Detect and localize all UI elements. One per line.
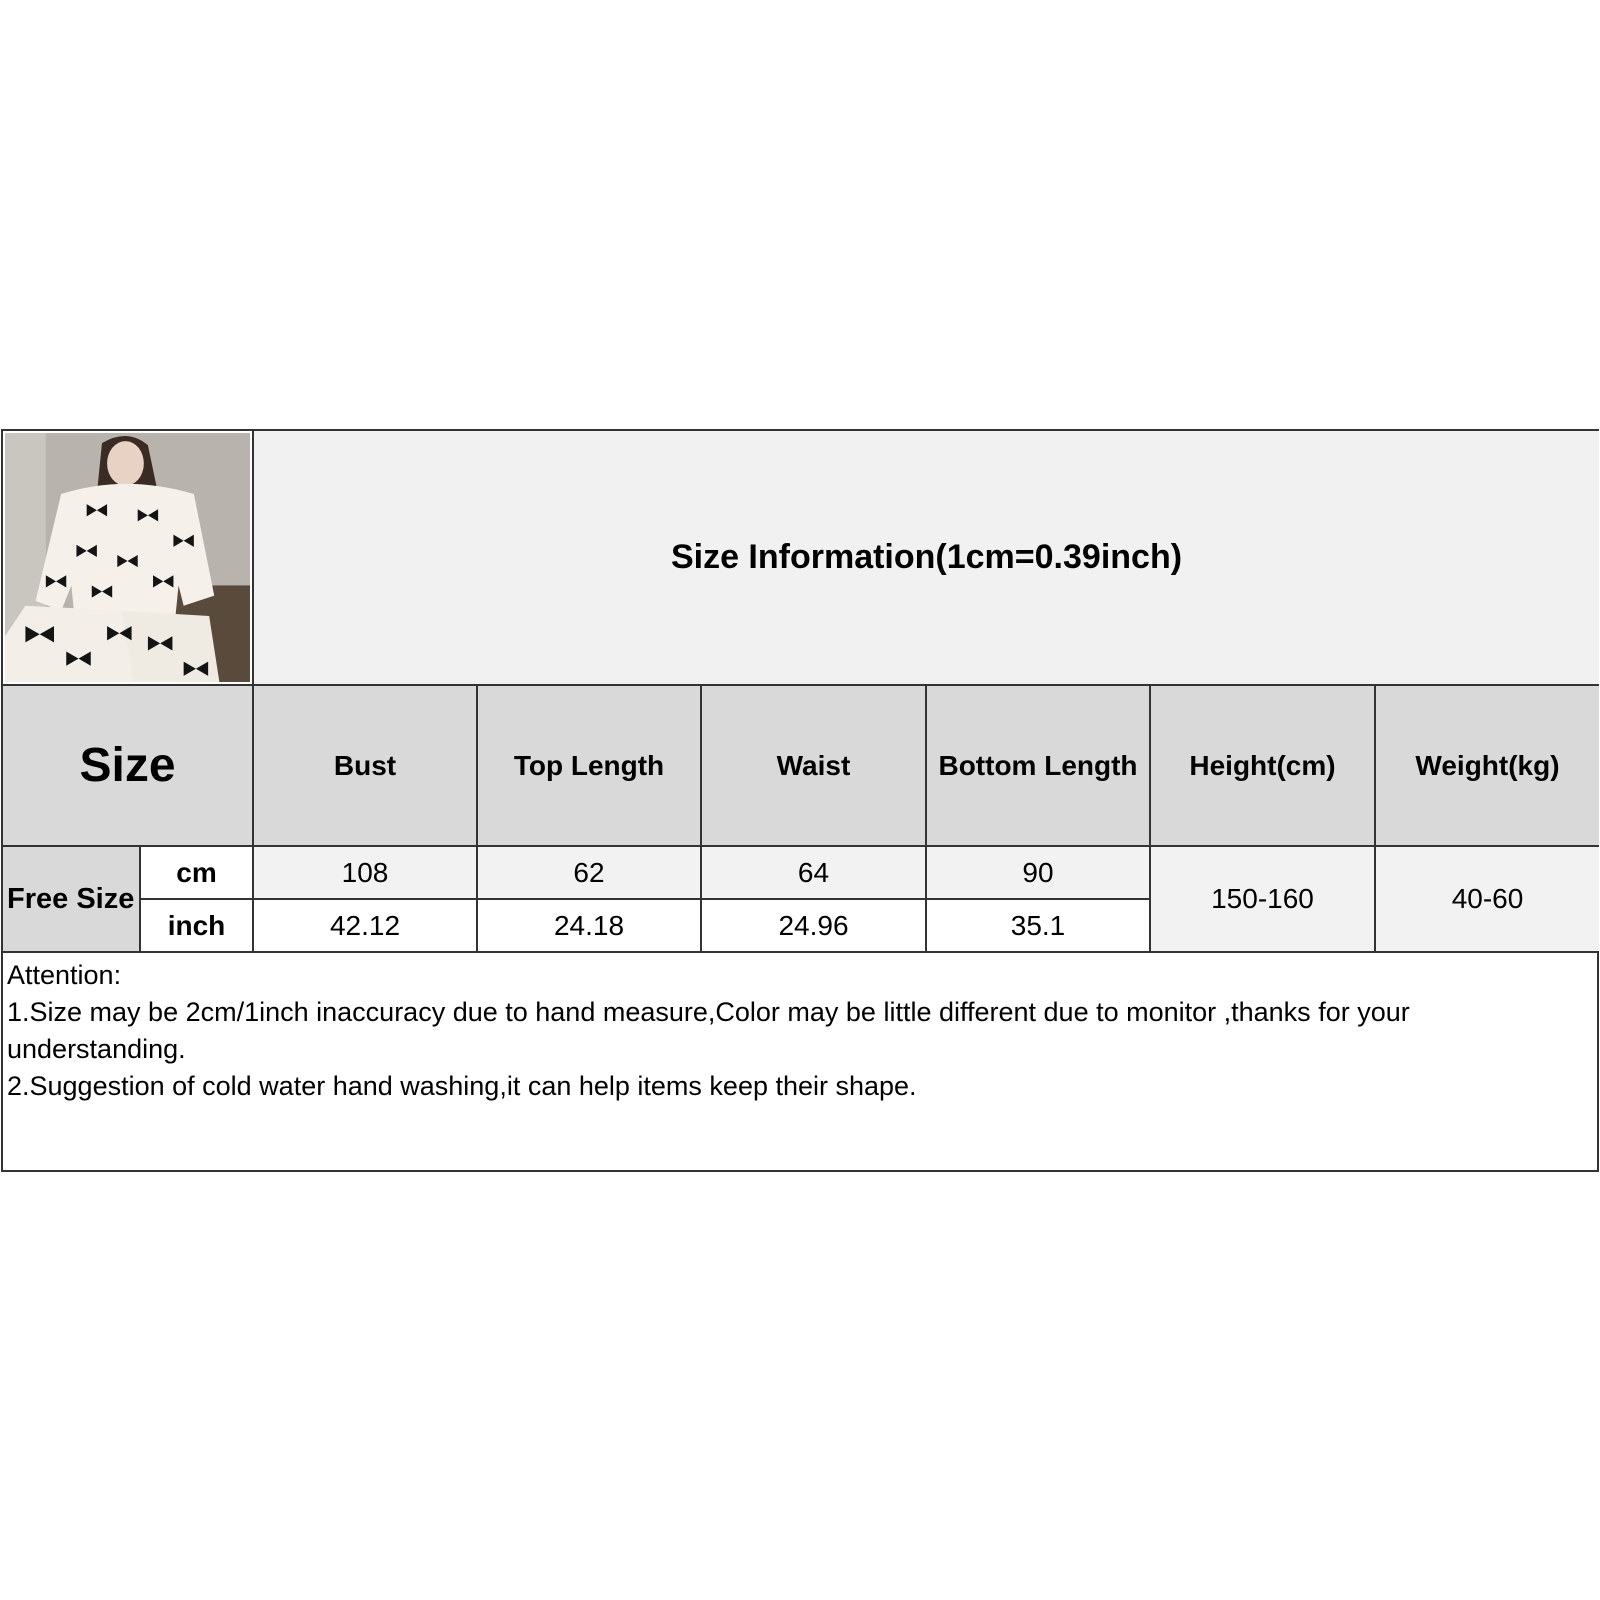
col-header-height: Height(cm) [1151,686,1376,847]
attention-notes [3,953,1597,1170]
bust-inch-value: 42.12 [254,900,478,953]
weight-range-value: 40-60 [1376,847,1599,953]
height-range-value: 150-160 [1151,847,1376,953]
bottom-length-inch-value: 35.1 [927,900,1151,953]
col-header-waist: Waist [702,686,927,847]
col-header-bottom-length: Bottom Length [927,686,1151,847]
unit-cm-label: cm [141,847,254,900]
size-header: Size [3,686,254,847]
waist-cm-value: 64 [702,847,927,900]
product-photo [3,431,254,686]
attention-heading: Attention: [7,960,122,990]
waist-inch-value: 24.96 [702,900,927,953]
free-size-label: Free Size [3,847,141,953]
col-header-weight: Weight(kg) [1376,686,1599,847]
col-header-bust: Bust [254,686,478,847]
size-chart-table [1,429,1599,1172]
top-length-cm-value: 62 [478,847,702,900]
col-header-top-length: Top Length [478,686,702,847]
top-length-inch-value: 24.18 [478,900,702,953]
attention-line-2: 2.Suggestion of cold water hand washing,it can help items keep their shape. [7,1071,917,1101]
size-info-title: Size Information(1cm=0.39inch) [254,431,1599,686]
model-photo-icon [5,433,250,682]
bust-cm-value: 108 [254,847,478,900]
attention-line-1: 1.Size may be 2cm/1inch inaccuracy due to hand measure,Color may be little different due to monitor ,thanks for your understanding. [7,997,1410,1064]
unit-inch-label: inch [141,900,254,953]
bottom-length-cm-value: 90 [927,847,1151,900]
